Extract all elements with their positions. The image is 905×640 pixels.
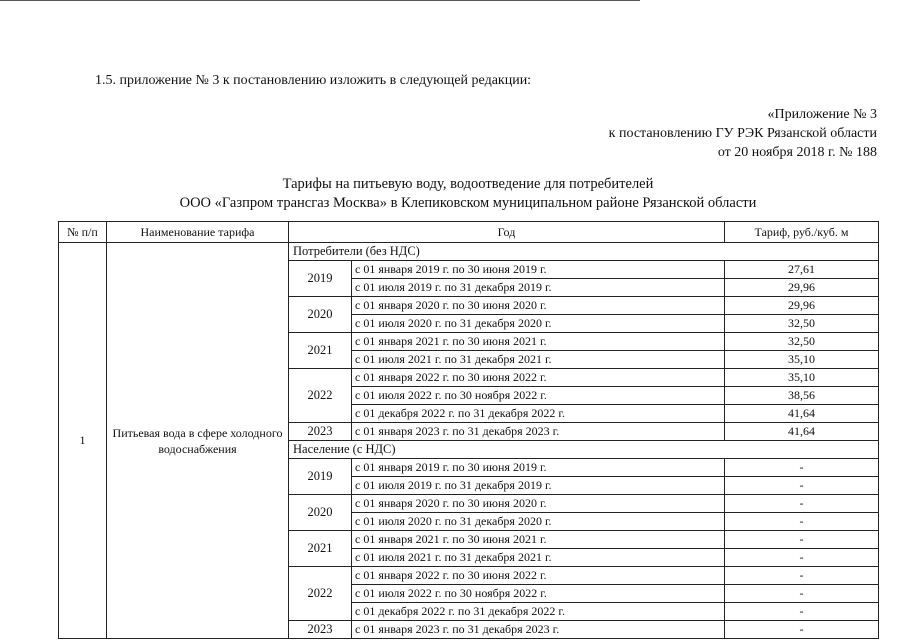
year-cell: 2019 <box>289 459 352 495</box>
tariff-value-cell: 35,10 <box>725 351 879 369</box>
top-border-line <box>0 0 640 1</box>
tariff-value-cell: - <box>725 585 879 603</box>
tariff-table <box>58 221 879 639</box>
period-cell: с 01 января 2021 г. по 30 июня 2021 г. <box>352 333 725 351</box>
tariff-name: Питьевая вода в сфере холодного водоснабжения <box>107 243 289 639</box>
header-year: Год <box>289 222 725 243</box>
year-cell: 2023 <box>289 423 352 441</box>
year-cell: 2021 <box>289 333 352 369</box>
year-cell: 2022 <box>289 567 352 621</box>
tariff-value-cell: - <box>725 531 879 549</box>
tariff-value-cell: - <box>725 477 879 495</box>
period-cell: с 01 июля 2022 г. по 30 ноября 2022 г. <box>352 387 725 405</box>
table-header-row <box>59 222 879 243</box>
tariff-value-cell: - <box>725 549 879 567</box>
tariff-value-cell: 32,50 <box>725 333 879 351</box>
tariff-value-cell: 38,56 <box>725 387 879 405</box>
row-number: 1 <box>59 243 107 639</box>
tariff-value-cell: 27,61 <box>725 261 879 279</box>
title-line-1: Тарифы на питьевую воду, водоотведение для потребителей <box>282 176 654 192</box>
tariff-value-cell: - <box>725 603 879 621</box>
period-cell: с 01 декабря 2022 г. по 31 декабря 2022 г. <box>352 603 725 621</box>
year-cell: 2019 <box>289 261 352 297</box>
period-cell: с 01 января 2019 г. по 30 июня 2019 г. <box>352 261 725 279</box>
year-cell: 2022 <box>289 369 352 423</box>
year-cell: 2021 <box>289 531 352 567</box>
appendix-line-2: к постановлению ГУ РЭК Рязанской области <box>608 126 877 141</box>
table-body <box>59 243 879 639</box>
tariff-value-cell: 29,96 <box>725 279 879 297</box>
period-cell: с 01 июля 2021 г. по 31 декабря 2021 г. <box>352 351 725 369</box>
year-cell: 2020 <box>289 495 352 531</box>
consumer-group-label: Население (с НДС) <box>289 441 879 459</box>
period-cell: с 01 июля 2020 г. по 31 декабря 2020 г. <box>352 513 725 531</box>
period-cell: с 01 июля 2021 г. по 31 декабря 2021 г. <box>352 549 725 567</box>
consumer-group-label: Потребители (без НДС) <box>289 243 879 261</box>
period-cell: с 01 января 2019 г. по 30 июня 2019 г. <box>352 459 725 477</box>
tariff-value-cell: - <box>725 621 879 639</box>
period-cell: с 01 июля 2019 г. по 31 декабря 2019 г. <box>352 279 725 297</box>
period-cell: с 01 января 2023 г. по 31 декабря 2023 г. <box>352 621 725 639</box>
group-row <box>59 243 879 261</box>
period-cell: с 01 января 2021 г. по 30 июня 2021 г. <box>352 531 725 549</box>
document-title <box>58 175 878 213</box>
header-tariff: Тариф, руб./куб. м <box>725 222 879 243</box>
tariff-value-cell: - <box>725 513 879 531</box>
tariff-value-cell: 32,50 <box>725 315 879 333</box>
period-cell: с 01 января 2020 г. по 30 июня 2020 г. <box>352 297 725 315</box>
tariff-value-cell: - <box>725 567 879 585</box>
tariff-value-cell: 41,64 <box>725 405 879 423</box>
tariff-value-cell: - <box>725 459 879 477</box>
tariff-value-cell: 41,64 <box>725 423 879 441</box>
appendix-line-1: «Приложение № 3 <box>767 107 877 122</box>
period-cell: с 01 июля 2020 г. по 31 декабря 2020 г. <box>352 315 725 333</box>
header-num: № п/п <box>59 222 107 243</box>
title-line-2: ООО «Газпром трансгаз Москва» в Клепиковском муниципальном районе Рязанской области <box>179 195 757 211</box>
tariff-value-cell: 35,10 <box>725 369 879 387</box>
appendix-line-3: от 20 ноября 2018 г. № 188 <box>717 145 877 160</box>
tariff-value-cell: - <box>725 495 879 513</box>
tariff-value-cell: 29,96 <box>725 297 879 315</box>
period-cell: с 01 июля 2019 г. по 31 декабря 2019 г. <box>352 477 725 495</box>
appendix-header <box>609 105 877 162</box>
period-cell: с 01 января 2023 г. по 31 декабря 2023 г. <box>352 423 725 441</box>
period-cell: с 01 января 2022 г. по 30 июня 2022 г. <box>352 567 725 585</box>
header-name: Наименование тарифа <box>107 222 289 243</box>
period-cell: с 01 декабря 2022 г. по 31 декабря 2022 г. <box>352 405 725 423</box>
intro-paragraph: 1.5. приложение № 3 к постановлению изложить в следующей редакции: <box>95 73 532 88</box>
year-cell: 2023 <box>289 621 352 639</box>
period-cell: с 01 января 2020 г. по 30 июня 2020 г. <box>352 495 725 513</box>
period-cell: с 01 января 2022 г. по 30 июня 2022 г. <box>352 369 725 387</box>
period-cell: с 01 июля 2022 г. по 30 ноября 2022 г. <box>352 585 725 603</box>
year-cell: 2020 <box>289 297 352 333</box>
